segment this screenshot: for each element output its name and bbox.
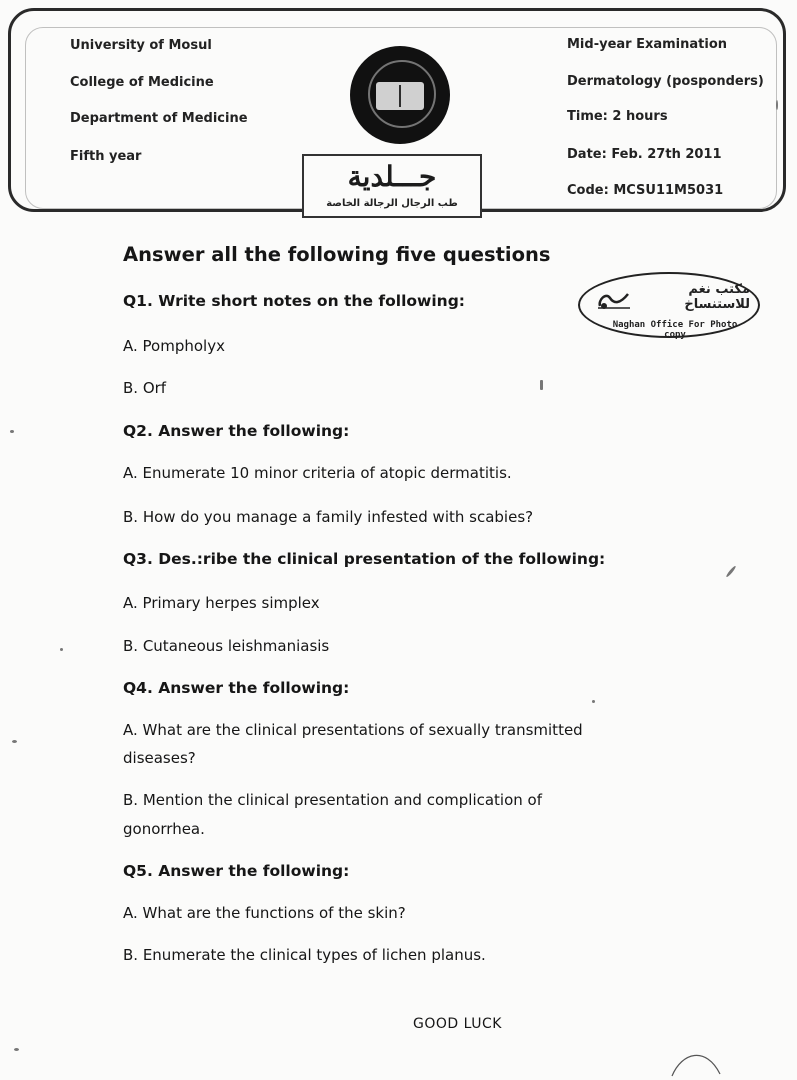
q4-part-a-line1: A. What are the clinical presentations of sexually transmitted xyxy=(123,721,583,739)
exam-subject: Dermatology (posponders) xyxy=(567,74,764,89)
q2-part-a: A. Enumerate 10 minor criteria of atopic dermatitis. xyxy=(123,464,512,482)
exam-code: Code: MCSU11M5031 xyxy=(567,183,724,198)
stamp-title: جـــلدية xyxy=(347,160,437,193)
university-seal-logo xyxy=(350,46,450,144)
q5-heading: Q5. Answer the following: xyxy=(123,862,350,880)
scribble-mark xyxy=(666,1040,726,1080)
music-note-icon xyxy=(596,286,632,312)
good-luck-closing: GOOD LUCK xyxy=(413,1016,502,1032)
dermatology-binding-stamp xyxy=(302,154,482,218)
scan-speck xyxy=(725,565,736,578)
q3-part-b: B. Cutaneous leishmaniasis xyxy=(123,637,330,655)
stamp-office-arabic-line2: للاستنساخ xyxy=(684,297,750,312)
scan-speck xyxy=(12,740,17,743)
scan-speck xyxy=(60,648,63,651)
stamp-office-arabic xyxy=(650,282,750,312)
q2-part-b: B. How do you manage a family infested with scabies? xyxy=(123,508,534,526)
stamp-office-english: Naghan Office For Photo copy xyxy=(612,320,738,340)
q5-part-b: B. Enumerate the clinical types of lichen planus. xyxy=(123,946,486,964)
study-year: Fifth year xyxy=(70,149,142,164)
q5-part-a: A. What are the functions of the skin? xyxy=(123,904,406,922)
exam-time: Time: 2 hours xyxy=(567,109,668,124)
q1-part-b: B. Orf xyxy=(123,379,167,397)
university-name: University of Mosul xyxy=(70,38,212,53)
q1-heading: Q1. Write short notes on the following: xyxy=(123,292,465,310)
stamp-subtitle: طب الرجال الرجالة الخاصة xyxy=(326,198,458,209)
book-icon xyxy=(376,82,424,110)
q4-heading: Q4. Answer the following: xyxy=(123,679,350,697)
exam-name: Mid-year Examination xyxy=(567,37,728,52)
q4-part-b-line1: B. Mention the clinical presentation and complication of xyxy=(123,791,543,809)
scan-speck xyxy=(540,380,543,390)
scan-speck xyxy=(14,1048,19,1051)
department-name: Department of Medicine xyxy=(70,111,248,126)
photocopy-office-stamp xyxy=(578,272,760,338)
q3-part-a: A. Primary herpes simplex xyxy=(123,594,320,612)
q4-part-a-line2: diseases? xyxy=(123,749,196,767)
exam-date: Date: Feb. 27th 2011 xyxy=(567,147,722,162)
q2-heading: Q2. Answer the following: xyxy=(123,422,350,440)
q4-part-b-line2: gonorrhea. xyxy=(123,820,205,838)
college-name: College of Medicine xyxy=(70,75,214,90)
stamp-office-arabic-line1: مكتب نغم xyxy=(688,282,750,297)
q3-heading: Q3. Des.:ribe the clinical presentation of the following: xyxy=(123,550,606,568)
q1-part-a: A. Pompholyx xyxy=(123,337,225,355)
scan-speck xyxy=(592,700,595,703)
exam-instructions: Answer all the following five questions xyxy=(123,243,551,266)
scan-speck xyxy=(10,430,14,433)
